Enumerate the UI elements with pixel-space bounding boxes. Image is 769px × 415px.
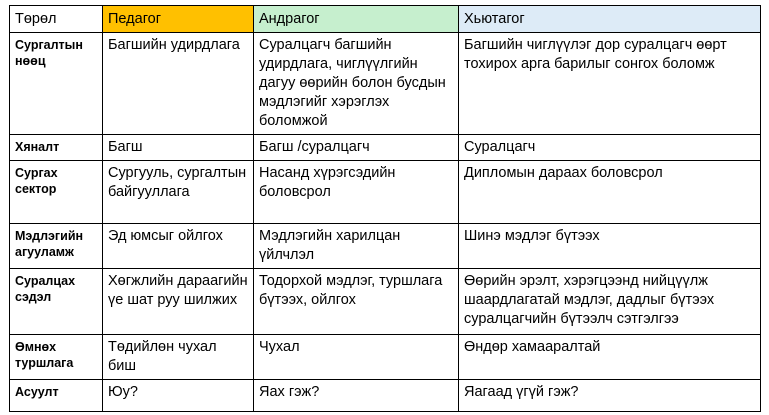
table-row	[10, 335, 761, 380]
cell-andragogy: Насанд хүрэгсэдийн боловсрол	[254, 161, 459, 224]
cell-heutagogy: Суралцагч	[459, 135, 761, 161]
cell-heutagogy: Өндөр хамааралтай	[459, 335, 761, 380]
cell-heutagogy: Дипломын дараах боловсрол	[459, 161, 761, 224]
header-type: Төрөл	[10, 6, 103, 33]
row-label: Өмнөх туршлага	[10, 335, 103, 380]
cell-pedagogy: Эд юмсыг ойлгох	[103, 224, 254, 269]
row-label: Асуулт	[10, 380, 103, 412]
row-label: Хяналт	[10, 135, 103, 161]
cell-heutagogy: Яагаад үгүй гэж?	[459, 380, 761, 412]
cell-andragogy: Суралцагч багшийн удирдлага, чиглүүлгийн дагуу өөрийн болон бусдын мэдлэгийг хэрэглэх боломжой	[254, 33, 459, 135]
comparison-table	[9, 5, 761, 412]
cell-pedagogy: Багшийн удирдлага	[103, 33, 254, 135]
cell-andragogy: Багш /суралцагч	[254, 135, 459, 161]
cell-pedagogy: Хөгжлийн дараагийн үе шат руу шилжих	[103, 269, 254, 335]
table-row	[10, 33, 761, 135]
cell-pedagogy: Төдийлөн чухал биш	[103, 335, 254, 380]
row-label: Сургалтын нөөц	[10, 33, 103, 135]
cell-andragogy: Тодорхой мэдлэг, туршлага бүтээх, ойлгох	[254, 269, 459, 335]
row-label: Суралцах сэдэл	[10, 269, 103, 335]
table-row	[10, 269, 761, 335]
table-row	[10, 380, 761, 412]
table-row	[10, 135, 761, 161]
cell-andragogy: Чухал	[254, 335, 459, 380]
cell-andragogy: Яах гэж?	[254, 380, 459, 412]
row-label: Мэдлэгийн агууламж	[10, 224, 103, 269]
cell-pedagogy: Багш	[103, 135, 254, 161]
cell-pedagogy: Сургууль, сургалтын байгууллага	[103, 161, 254, 224]
cell-heutagogy: Өөрийн эрэлт, хэрэгцээнд нийцүүлж шаардлагатай мэдлэг, дадлыг бүтээх суралцагчийн бүтээлч сэтгэлгээ	[459, 269, 761, 335]
header-andragogy: Андрагог	[254, 6, 459, 33]
header-row	[10, 6, 761, 33]
cell-andragogy: Мэдлэгийн харилцан үйлчлэл	[254, 224, 459, 269]
table-row	[10, 224, 761, 269]
cell-heutagogy: Шинэ мэдлэг бүтээх	[459, 224, 761, 269]
cell-pedagogy: Юу?	[103, 380, 254, 412]
table-row	[10, 161, 761, 224]
row-label: Сургах сектор	[10, 161, 103, 224]
header-heutagogy: Хьютагог	[459, 6, 761, 33]
header-pedagogy: Педагог	[103, 6, 254, 33]
cell-heutagogy: Багшийн чиглүүлэг дор суралцагч өөрт тохирох арга барилыг сонгох боломж	[459, 33, 761, 135]
